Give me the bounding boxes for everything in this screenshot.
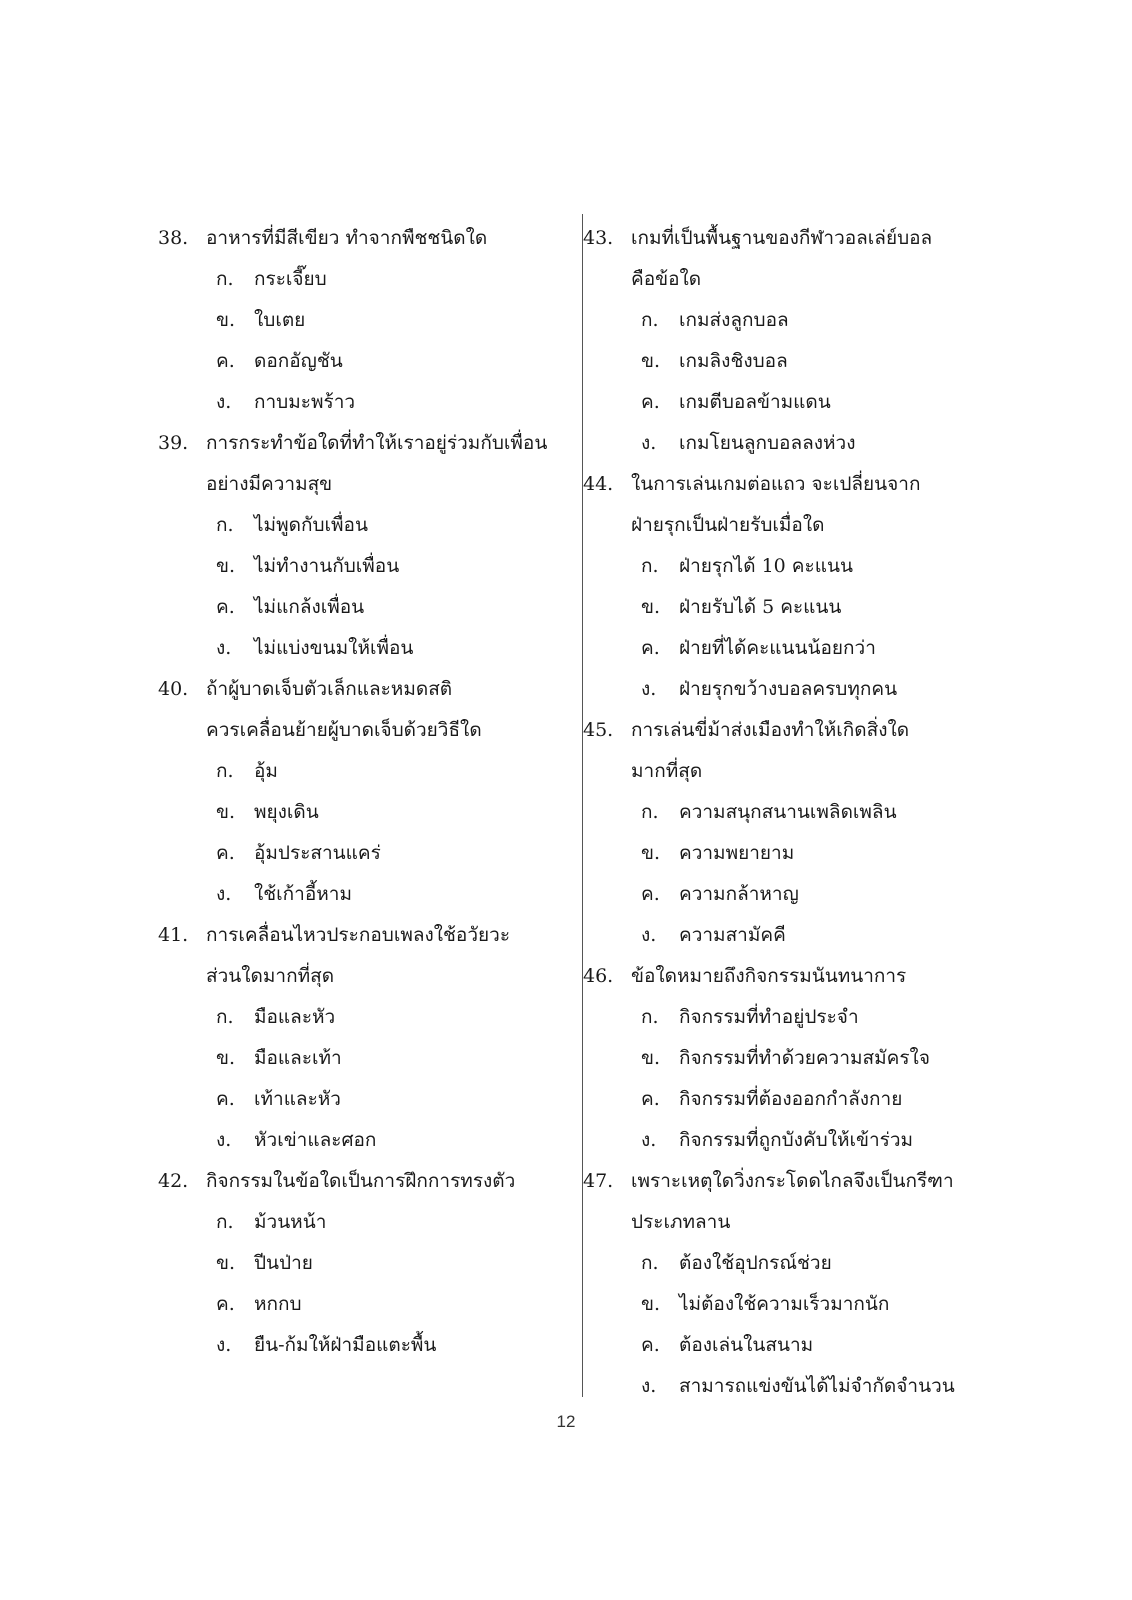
option-text: ฝ่ายรุกได้ 10 คะแนน [679, 555, 853, 577]
question-text: การเล่นขี่ม้าส่งเมืองทำให้เกิดสิ่งใด [631, 719, 910, 741]
option-text: ความสามัคคี [679, 924, 786, 946]
question-number: 45. [583, 719, 614, 741]
option-letter: ง. [641, 1129, 657, 1151]
question-text: ควรเคลื่อนย้ายผู้บาดเจ็บด้วยวิธีใด [206, 719, 482, 741]
answer-option [583, 915, 983, 956]
answer-option [158, 341, 568, 382]
option-letter: ก. [641, 555, 659, 577]
option-text: ม้วนหน้า [254, 1211, 327, 1233]
question-text: การเคลื่อนไหวประกอบเพลงใช้อวัยวะ [206, 924, 511, 946]
option-text: ต้องเล่นในสนาม [679, 1334, 814, 1356]
question-47 [583, 1161, 983, 1407]
answer-option [158, 751, 568, 792]
option-text: อุ้มประสานแคร่ [254, 842, 381, 864]
question-stem-continuation [583, 505, 983, 546]
answer-option [158, 587, 568, 628]
answer-option [158, 874, 568, 915]
option-letter: ข. [216, 1252, 236, 1274]
option-letter: ก. [641, 801, 659, 823]
question-text: มากที่สุด [631, 760, 703, 782]
question-40 [158, 669, 568, 915]
answer-option [158, 505, 568, 546]
option-letter: ก. [216, 268, 234, 290]
option-text: กิจกรรมที่ทำอยู่ประจำ [679, 1006, 859, 1028]
option-text: อุ้ม [254, 760, 278, 782]
option-letter: ข. [216, 1047, 236, 1069]
question-stem-line [158, 915, 568, 956]
question-text: เพราะเหตุใดวิ่งกระโดดไกลจึงเป็นกรีฑา [631, 1170, 954, 1192]
answer-option [158, 1202, 568, 1243]
question-text: กิจกรรมในข้อใดเป็นการฝึกการทรงตัว [206, 1170, 516, 1192]
option-text: หกกบ [254, 1293, 302, 1315]
answer-option [583, 1325, 983, 1366]
question-43 [583, 218, 983, 464]
answer-option [583, 1079, 983, 1120]
option-text: ปีนป่าย [254, 1252, 313, 1274]
question-45 [583, 710, 983, 956]
question-text: ประเภทลาน [631, 1211, 731, 1233]
answer-option [158, 300, 568, 341]
answer-option [158, 628, 568, 669]
question-stem-continuation [158, 710, 568, 751]
answer-option [158, 997, 568, 1038]
option-letter: ก. [641, 1006, 659, 1028]
question-text: ถ้าผู้บาดเจ็บตัวเล็กและหมดสติ [206, 678, 453, 700]
question-stem-continuation [583, 259, 983, 300]
answer-option [583, 1120, 983, 1161]
answer-option [583, 669, 983, 710]
question-38 [158, 218, 568, 423]
option-text: เท้าและหัว [254, 1088, 341, 1110]
question-text: อาหารที่มีสีเขียว ทำจากพืชชนิดใด [206, 227, 488, 249]
option-letter: ง. [216, 391, 232, 413]
option-letter: ค. [641, 1334, 660, 1356]
answer-option [158, 1120, 568, 1161]
answer-option [583, 1366, 983, 1407]
answer-option [583, 587, 983, 628]
option-text: ไม่ต้องใช้ความเร็วมากนัก [679, 1293, 890, 1315]
option-text: กิจกรรมที่ทำด้วยความสมัครใจ [679, 1047, 930, 1069]
question-stem-line [583, 710, 983, 751]
question-number: 43. [583, 227, 614, 249]
question-46 [583, 956, 983, 1161]
option-letter: ข. [641, 596, 661, 618]
question-stem-continuation [158, 956, 568, 997]
option-text: กิจกรรมที่ต้องออกกำลังกาย [679, 1088, 903, 1110]
answer-option [158, 1243, 568, 1284]
question-text: ข้อใดหมายถึงกิจกรรมนันทนาการ [631, 965, 907, 987]
option-letter: ง. [216, 883, 232, 905]
option-text: ฝ่ายรุกขว้างบอลครบทุกคน [679, 678, 898, 700]
question-stem-line [583, 956, 983, 997]
option-letter: ง. [216, 1129, 232, 1151]
option-text: ความพยายาม [679, 842, 795, 864]
answer-option [583, 382, 983, 423]
answer-option [583, 300, 983, 341]
question-stem-line [158, 218, 568, 259]
option-letter: ง. [641, 1375, 657, 1397]
question-stem-line [583, 464, 983, 505]
option-letter: ก. [216, 1211, 234, 1233]
option-text: กิจกรรมที่ถูกบังคับให้เข้าร่วม [679, 1129, 914, 1151]
option-text: ฝ่ายรับได้ 5 คะแนน [679, 596, 842, 618]
question-stem-line [583, 1161, 983, 1202]
answer-option [583, 997, 983, 1038]
option-text: มือและหัว [254, 1006, 336, 1028]
question-text: ฝ่ายรุกเป็นฝ่ายรับเมื่อใด [631, 514, 825, 536]
question-text: การกระทำข้อใดที่ทำให้เราอยู่ร่วมกับเพื่อน [206, 432, 548, 454]
option-text: ไม่พูดกับเพื่อน [254, 514, 368, 536]
question-number: 41. [158, 924, 189, 946]
question-41 [158, 915, 568, 1161]
answer-option [583, 833, 983, 874]
option-letter: ง. [216, 637, 232, 659]
option-text: เกมโยนลูกบอลลงห่วง [679, 432, 856, 454]
option-text: ความกล้าหาญ [679, 883, 799, 905]
option-letter: ง. [641, 924, 657, 946]
question-number: 47. [583, 1170, 614, 1192]
question-stem-line [158, 423, 568, 464]
option-letter: ก. [216, 514, 234, 536]
option-letter: ค. [641, 391, 660, 413]
option-text: ไม่แบ่งขนมให้เพื่อน [254, 637, 414, 659]
option-text: พยุงเดิน [254, 801, 319, 823]
answer-option [158, 1284, 568, 1325]
question-39 [158, 423, 568, 669]
option-text: สามารถแข่งขันได้ไม่จำกัดจำนวน [679, 1375, 955, 1397]
answer-option [583, 341, 983, 382]
left-column [158, 218, 568, 1366]
option-letter: ค. [216, 596, 235, 618]
option-letter: ง. [641, 678, 657, 700]
option-letter: ก. [216, 760, 234, 782]
option-text: เกมตีบอลข้ามแดน [679, 391, 831, 413]
answer-option [583, 1038, 983, 1079]
question-text: เกมที่เป็นพื้นฐานของกีฬาวอลเล่ย์บอล [631, 227, 933, 249]
question-stem-continuation [583, 751, 983, 792]
answer-option [158, 1038, 568, 1079]
page-number: 12 [556, 1412, 576, 1431]
question-number: 38. [158, 227, 189, 249]
option-letter: ข. [216, 801, 236, 823]
answer-option [583, 546, 983, 587]
answer-option [583, 1243, 983, 1284]
answer-option [583, 423, 983, 464]
right-column [583, 218, 983, 1407]
question-number: 40. [158, 678, 189, 700]
option-letter: ค. [216, 1088, 235, 1110]
option-text: หัวเข่าและศอก [254, 1129, 377, 1151]
option-letter: ค. [641, 1088, 660, 1110]
option-letter: ก. [641, 309, 659, 331]
question-stem-line [158, 1161, 568, 1202]
option-text: ไม่ทำงานกับเพื่อน [254, 555, 400, 577]
question-stem-line [583, 218, 983, 259]
question-stem-continuation [583, 1202, 983, 1243]
question-number: 39. [158, 432, 189, 454]
option-text: ดอกอัญชัน [254, 350, 343, 372]
option-letter: ข. [641, 842, 661, 864]
question-text: อย่างมีความสุข [206, 473, 333, 495]
option-text: ใช้เก้าอี้หาม [254, 883, 352, 905]
question-42 [158, 1161, 568, 1366]
option-text: ใบเตย [254, 309, 306, 331]
answer-option [583, 874, 983, 915]
answer-option [583, 1284, 983, 1325]
option-letter: ข. [641, 1047, 661, 1069]
answer-option [583, 792, 983, 833]
option-text: มือและเท้า [254, 1047, 342, 1069]
option-text: ความสนุกสนานเพลิดเพลิน [679, 801, 897, 823]
answer-option [158, 546, 568, 587]
question-text: คือข้อใด [631, 268, 702, 290]
option-text: กาบมะพร้าว [254, 391, 356, 413]
question-number: 46. [583, 965, 614, 987]
option-letter: ก. [641, 1252, 659, 1274]
option-letter: ข. [641, 1293, 661, 1315]
question-stem-continuation [158, 464, 568, 505]
option-letter: ค. [216, 842, 235, 864]
answer-option [158, 792, 568, 833]
question-text: ส่วนใดมากที่สุด [206, 965, 335, 987]
question-number: 42. [158, 1170, 189, 1192]
answer-option [158, 833, 568, 874]
option-letter: ง. [641, 432, 657, 454]
option-text: ฝ่ายที่ได้คะแนนน้อยกว่า [679, 637, 876, 659]
option-text: ไม่แกล้งเพื่อน [254, 596, 365, 618]
answer-option [158, 382, 568, 423]
option-letter: ค. [216, 1293, 235, 1315]
option-text: ต้องใช้อุปกรณ์ช่วย [679, 1252, 832, 1274]
answer-option [158, 1079, 568, 1120]
option-text: เกมส่งลูกบอล [679, 309, 789, 331]
answer-option [158, 1325, 568, 1366]
option-letter: ข. [641, 350, 661, 372]
option-letter: ข. [216, 555, 236, 577]
question-44 [583, 464, 983, 710]
option-letter: ค. [641, 883, 660, 905]
question-number: 44. [583, 473, 614, 495]
option-text: เกมลิงชิงบอล [679, 350, 788, 372]
answer-option [158, 259, 568, 300]
question-stem-line [158, 669, 568, 710]
option-letter: ค. [641, 637, 660, 659]
answer-option [583, 628, 983, 669]
option-letter: ง. [216, 1334, 232, 1356]
question-text: ในการเล่นเกมต่อแถว จะเปลี่ยนจาก [631, 473, 921, 495]
option-text: ยืน-ก้มให้ฝ่ามือแตะพื้น [254, 1334, 437, 1356]
option-letter: ก. [216, 1006, 234, 1028]
option-letter: ข. [216, 309, 236, 331]
option-text: กระเจี๊ยบ [254, 268, 327, 290]
option-letter: ค. [216, 350, 235, 372]
